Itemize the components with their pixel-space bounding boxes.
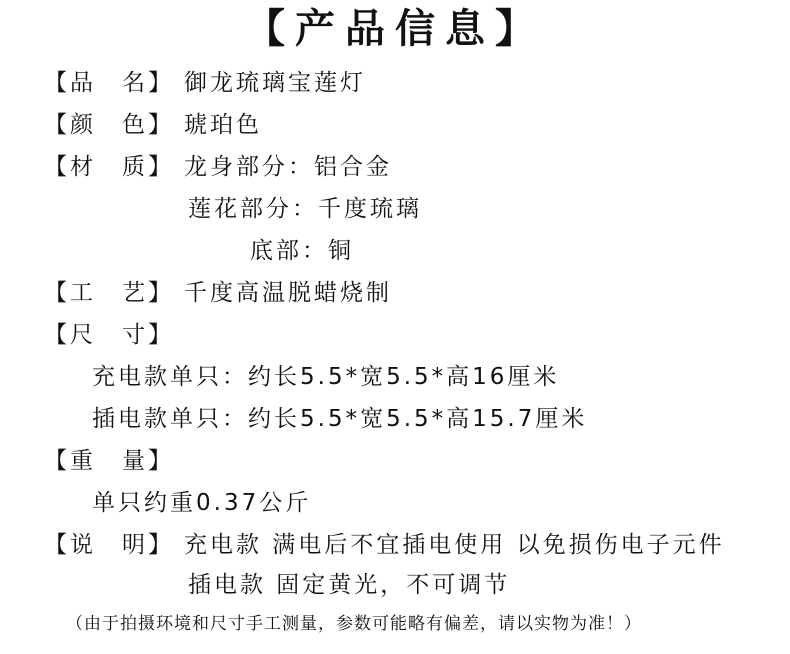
value-size-plugin: 插电款单只：约长5.5*宽5.5*高15.7厘米 <box>92 406 588 432</box>
value-color: 琥珀色 <box>184 112 262 138</box>
row-notes <box>44 530 725 560</box>
row-weight <box>44 446 184 476</box>
label-craft: 【工 艺】 <box>44 280 174 306</box>
row-material <box>44 152 392 182</box>
value-name: 御龙琉璃宝莲灯 <box>184 70 366 96</box>
row-name <box>44 68 366 98</box>
value-material-lotus: 莲花部分：千度琉璃 <box>188 196 422 222</box>
value-material-body: 龙身部分：铝合金 <box>184 154 392 180</box>
page-title: 【产品信息】 <box>245 5 545 52</box>
value-notes-plugin: 插电款 固定黄光，不可调节 <box>188 572 511 598</box>
row-color <box>44 110 262 140</box>
value-material-base: 底部：铜 <box>250 238 354 264</box>
row-size <box>44 320 184 350</box>
value-craft: 千度高温脱蜡烧制 <box>184 280 392 306</box>
label-notes: 【说 明】 <box>44 532 174 558</box>
value-size-charging: 充电款单只：约长5.5*宽5.5*高16厘米 <box>92 364 560 390</box>
label-size: 【尺 寸】 <box>44 322 174 348</box>
value-notes-charging: 充电款 满电后不宜插电使用 以免损伤电子元件 <box>184 532 725 558</box>
label-material: 【材 质】 <box>44 154 174 180</box>
label-color: 【颜 色】 <box>44 112 174 138</box>
footnote: （由于拍摄环境和尺寸手工测量，参数可能略有偏差，请以实物为准！） <box>66 614 642 634</box>
label-name: 【品 名】 <box>44 70 174 96</box>
row-craft <box>44 278 392 308</box>
label-weight: 【重 量】 <box>44 448 174 474</box>
value-weight: 单只约重0.37公斤 <box>92 490 312 516</box>
